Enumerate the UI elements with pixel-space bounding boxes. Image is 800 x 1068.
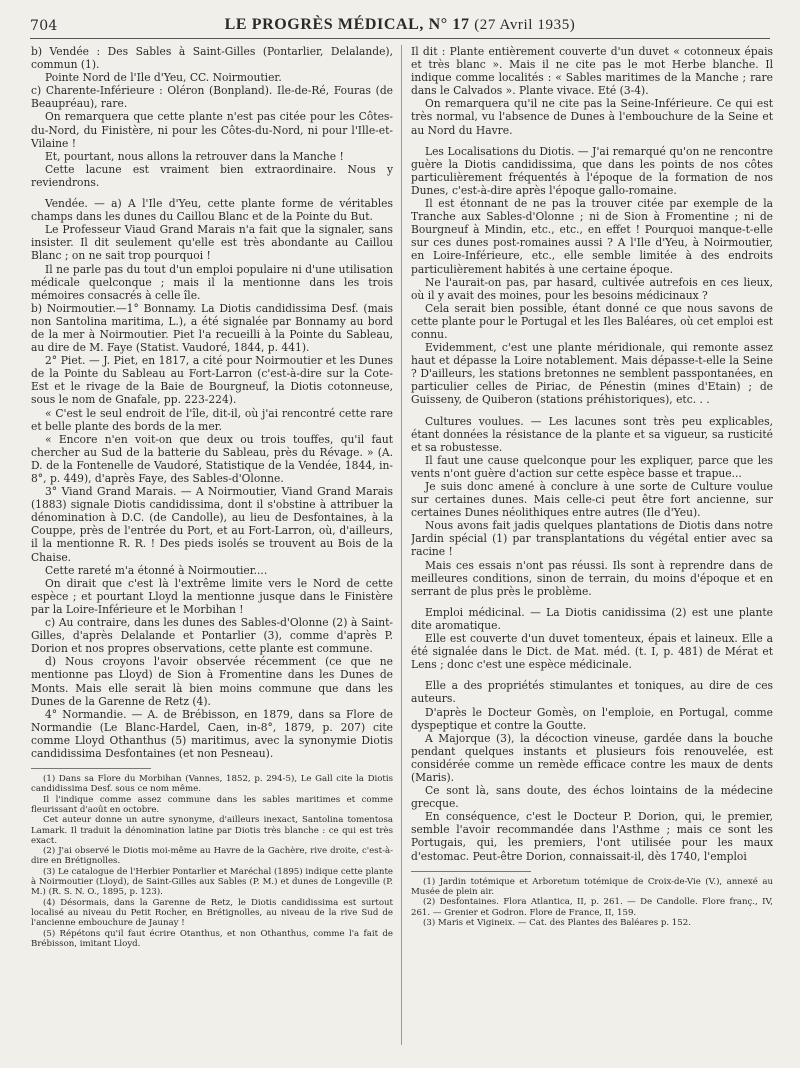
- paragraph: A Majorque (3), la décoction vineuse, gardée dans la bouche pendant quelques instants et plusieurs fois renouvelée, est considérée comme un remède efficace contre les maux de dents (Maris).: [411, 731, 773, 784]
- paragraph: Cette rareté m'a étonné à Noirmoutier....: [45, 563, 268, 577]
- section-cultures-voulues: Cultures voulues. — Les lacunes sont très peu explicables, étant données la résistance de la plante et sa vigueur, sa rusticité et sa robustesse.: [411, 414, 773, 454]
- running-header: [30, 14, 770, 36]
- journal-title: [30, 16, 770, 34]
- paragraph: Nous avons fait jadis quelques plantations de Diotis dans notre Jardin spécial (1) par transplantations du végétal entier avec sa racine !: [411, 519, 773, 559]
- issue-date: (27 Avril 1935): [474, 17, 576, 33]
- paragraph: Il est étonnant de ne pas la trouver citée par exemple de la Tranche aux Sables-d'Olonne ; ni de Sion à Fromentine ; ni de Bourgneuf à Mindin, etc., etc., en effet ! Pourquoi manque-t-elle sur ces dunes post-romaines aussi ? A l'Ile d'Yeu, à Noirmoutier, en Loire-Inférieure, etc., elle semble limitée à des endroits particulièrement habités à une certaine époque.: [411, 197, 773, 276]
- footnote-rule: [31, 768, 151, 769]
- left-column: [31, 45, 393, 1060]
- column-divider: [401, 45, 402, 1045]
- footnote: (3) Le catalogue de l'Herbier Pontarlier et Maréchal (1895) indique cette plante à Noirmoutier (Lloyd), de Saint-Gilles aux Sables (P. M.) et dunes de Longeville (P. M.) (R. S. N. O., 1895, p. 123).: [31, 866, 393, 898]
- paragraph: c) Charente-Inférieure : Oléron (Bonpland). Ile-de-Ré, Fouras (de Beaupréau), rare.: [31, 84, 393, 111]
- paragraph: Je suis donc amené à conclure à une sorte de Culture voulue sur certaines dunes. Mais celle-ci peut être fort ancienne, sur certaines Dunes néolithiques entre autres (Ile d'Yeu).: [411, 480, 773, 520]
- paragraph: 3° Viand Grand Marais. — A Noirmoutier, Viand Grand Marais (1883) signale Diotis candidissima, dont il s'obstine à attribuer la dénomination à D.C. (de Candolle), au lieu de Desfontaines, à la Couppe, près de l'entrée du Port, et au Fort-Larron, où, d'ailleurs, il la mentionne R. R. ! Des pieds isolés se trouvent au Bois de la Chaise.: [31, 485, 393, 564]
- section-vendee: Vendée. — a) A l'Ile d'Yeu, cette plante forme de véritables champs dans les dunes du Caillou Blanc et de la Pointe du But.: [31, 197, 393, 224]
- paragraph: Elle est couverte d'un duvet tomenteux, épais et laineux. Elle a été signalée dans le Dict. de Mat. méd. (t. I, p. 481) de Mérat et Lens ; donc c'est une espèce médicinale.: [411, 632, 773, 672]
- footnote: (3) Maris et Vigineix. — Cat. des Plantes des Baléares p. 152.: [423, 917, 691, 928]
- footnote: (2) Desfontaines. Flora Atlantica, II, p. 261. — De Candolle. Flore franç., IV, 261. — Grenier et Godron. Flore de France, II, 159.: [411, 897, 773, 918]
- section-emploi-medicinal: Emploi médicinal. — La Diotis canidissima (2) est une plante dite aromatique.: [411, 605, 773, 632]
- paragraph: Le Professeur Viaud Grand Marais n'a fait que la signaler, sans insister. Il dit seulement qu'elle est très abondante au Caillou Blanc ; on ne sait trop pourquoi !: [31, 223, 393, 263]
- paragraph: 4° Normandie. — A. de Brébisson, en 1879, dans sa Flore de Normandie (Le Blanc-Hardel, Caen, in-8°, 1879, p. 207) cite comme Lloyd Othanthus (5) maritimus, avec la synonymie Diotis candidissima Desfontaines (et non Pesneau).: [31, 707, 393, 760]
- section-localisations: Les Localisations du Diotis. — J'ai remarqué qu'on ne rencontre guère la Diotis candidissima, que dans les points de nos côtes particulièrement fréquentés à l'époque de la formation de nos Dunes, c'est-à-dire après l'époque gallo-romaine.: [411, 144, 773, 197]
- footnote: (5) Répétons qu'il faut écrire Otanthus, et non Othanthus, comme l'a fait de Brébisson, imitant Lloyd.: [31, 928, 393, 949]
- paragraph: Pointe Nord de l'Ile d'Yeu, CC. Noirmoutier.: [45, 71, 282, 85]
- paragraph: Il ne parle pas du tout d'un emploi populaire ni d'une utilisation médicale quelconque ; mais il la mentionne dans les trois mémoires consacrés à celle île.: [31, 262, 393, 302]
- footnote: (1) Dans sa Flore du Morbihan (Vannes, 1852, p. 294-5), Le Gall cite la Diotis candidissima Desf. sous ce nom même.: [31, 774, 393, 795]
- paragraph: On remarquera qu'il ne cite pas la Seine-Inférieure. Ce qui est très normal, vu l'absence de Dunes à l'embouchure de la Seine et au Nord du Havre.: [411, 97, 773, 137]
- paragraph: b) Vendée : Des Sables à Saint-Gilles (Pontarlier, Delalande), commun (1).: [31, 45, 393, 72]
- paragraph: 2° Piet. — J. Piet, en 1817, a cité pour Noirmoutier et les Dunes de la Pointe du Sableau au Fort-Larron (c'est-à-dire sur la Cote-Est et le rivage de la Baie de Bourgneuf, la Diotis cotonneuse, sous le nom de Gnafale, pp. 223-224).: [31, 354, 393, 407]
- footnote: (2) J'ai observé le Diotis moi-même au Havre de la Gachère, rive droite, c'est-à-dire en Brétignolles.: [31, 846, 393, 867]
- footnote: Cet auteur donne un autre synonyme, d'ailleurs inexact, Santolina tomentosa Lamark. Il traduit la dénomination latine par Diotis très blanche : ce qui est très exact.: [31, 815, 393, 846]
- paragraph: Mais ces essais n'ont pas réussi. Ils sont à reprendre dans de meilleures conditions, sinon de terrain, du moins d'époque et en serrant de plus près le problème.: [411, 558, 773, 598]
- paragraph: Et, pourtant, nous allons la retrouver dans la Manche !: [45, 149, 344, 163]
- paragraph: Evidemment, c'est une plante méridionale, qui remonte assez haut et dépasse la Loire notablement. Mais dépasse-t-elle la Seine ? D'ailleurs, les stations bretonnes ne semblent passpontanées, en particulier celles de Piriac, de Pénestin (mines d'Etain) ; de Guisseny, de Quiberon (stations préhistoriques), etc. . .: [411, 341, 773, 407]
- paragraph: Ne l'aurait-on pas, par hasard, cultivée autrefois en ces lieux, où il y avait des moines, pour les besoins médicinaux ?: [411, 275, 773, 302]
- paragraph: Elle a des propriétés stimulantes et toniques, au dire de ces auteurs.: [411, 679, 773, 706]
- header-rule: [30, 38, 770, 39]
- paragraph: D'après le Docteur Gomès, on l'emploie, en Portugal, comme dyspeptique et contre la Goutte.: [411, 705, 773, 732]
- paragraph: « C'est le seul endroit de l'île, dit-il, où j'ai rencontré cette rare et belle plante des bords de la mer.: [31, 406, 393, 433]
- paragraph: En conséquence, c'est le Docteur P. Dorion, qui, le premier, semble l'avoir recommandée dans l'Asthme ; mais ce sont les Portugais, qui, les premiers, l'ont utilisée pour les maux d'estomac. Peut-être Dorion, connaissait-il, dès 1740, l'emploi: [411, 810, 773, 863]
- paragraph: On dirait que c'est là l'extrême limite vers le Nord de cette espèce ; et pourtant Lloyd la mentionne jusque dans le Finistère par la Loire-Inférieure et le Morbihan !: [31, 576, 393, 616]
- paragraph: d) Nous croyons l'avoir observée récemment (ce que ne mentionne pas Lloyd) de Sion à Fromentine dans les Dunes de Monts. Mais elle serait là bien moins commune que dans les Dunes de la Garenne de Retz (4).: [31, 655, 393, 708]
- paragraph: Cela serait bien possible, étant donné ce que nous savons de cette plante pour le Portugal et les Iles Baléares, où cet emploi est connu.: [411, 301, 773, 341]
- paragraph: « Encore n'en voit-on que deux ou trois touffes, qu'il faut chercher au Sud de la batterie du Sableau, près du Révage. » (A. D. de la Fontenelle de Vaudoré, Statistique de la Vendée, 1844, in-8°, p. 449), d'après Faye, des Sables-d'Olonne.: [31, 432, 393, 485]
- journal-name: LE PROGRÈS MÉDICAL, N° 17: [224, 16, 470, 33]
- paragraph: b) Noirmoutier.—1° Bonnamy. La Diotis candidissima Desf. (mais non Santolina maritima, L.), a été signalée par Bonnamy au bord de la mer à Noirmoutier. Piet l'a recueilli à la Pointe du Sableau, au dire de M. Faye (Statist. Vaudoré, 1844, p. 441).: [31, 301, 393, 355]
- paragraph: On remarquera que cette plante n'est pas citée pour les Côtes-du-Nord, du Finistère, ni pour les Côtes-du-Nord, ni pour l'Ille-et-Vilaine !: [31, 110, 393, 150]
- footnote-rule: [411, 871, 531, 872]
- paragraph: Cette lacune est vraiment bien extraordinaire. Nous y reviendrons.: [31, 162, 393, 189]
- paragraph: Ce sont là, sans doute, des échos lointains de la médecine grecque.: [411, 784, 773, 811]
- page-number: 704: [30, 18, 58, 34]
- footnote: Il l'indique comme assez commune dans les sables maritimes et comme fleurissant d'août en octobre.: [31, 794, 393, 815]
- paragraph: Il faut une cause quelconque pour les expliquer, parce que les vents n'ont guère d'action sur cette espèce basse et trapue...: [411, 453, 773, 480]
- footnote: (4) Désormais, dans la Garenne de Retz, le Diotis candidissima est surtout localisé au niveau du Petit Rocher, en Brétignolles, au niveau de la rive Sud de l'ancienne embouchure de Jaunay !: [31, 897, 393, 929]
- paragraph: c) Au contraire, dans les dunes des Sables-d'Olonne (2) à Saint-Gilles, d'après Delalande et Pontarlier (3), comme d'après P. Dorion et nos propres observations, cette plante est commune.: [31, 616, 393, 656]
- right-column: [411, 45, 773, 1060]
- footnote: (1) Jardin totémique et Arboretum totémique de Croix-de-Vie (V.), annexé au Musée de plein air.: [411, 876, 773, 897]
- paragraph: Il dit : Plante entièrement couverte d'un duvet « cotonneux épais et très blanc ». Mais il ne cite pas le mot Herbe blanche. Il indique comme localités : « Sables maritimes de la Manche ; rare dans le Calvados ». Plante vivace. Eté (3-4).: [411, 45, 773, 98]
